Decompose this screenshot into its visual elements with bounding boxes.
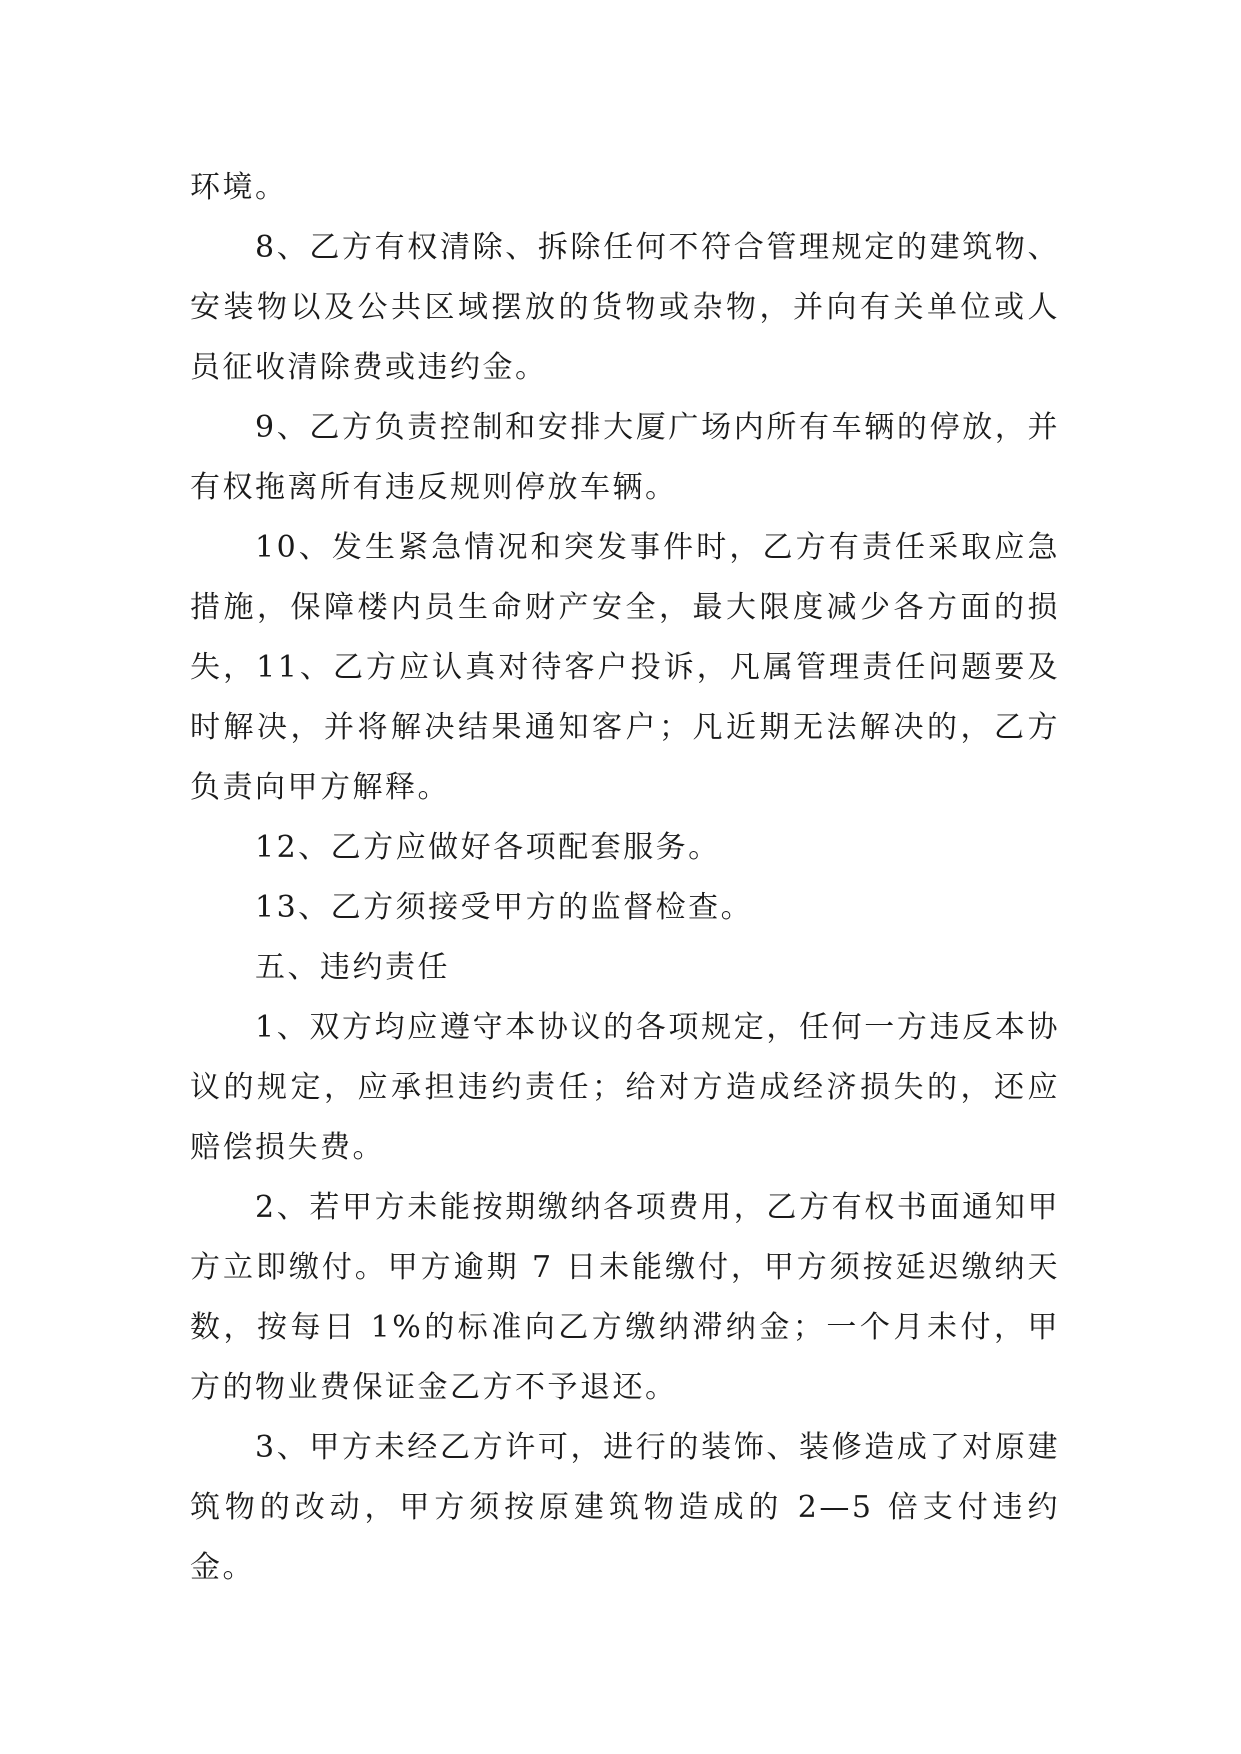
- paragraph-env: 环境。: [190, 170, 288, 205]
- paragraph-clause-12: 12、乙方应做好各项配套服务。: [255, 830, 721, 865]
- paragraph-breach-1: 1、双方均应遵守本协议的各项规定，任何一方违反本协议的规定，应承担违约责任；给对方造成经济损失的，还应赔偿损失费。: [190, 1010, 1060, 1165]
- paragraph-breach-3: 3、甲方未经乙方许可，进行的装饰、装修造成了对原建筑物的改动，甲方须按原建筑物造成的 2—5 倍支付违约金。: [190, 1430, 1060, 1585]
- paragraph-clause-10-11: 10、发生紧急情况和突发事件时，乙方有责任采取应急措施，保障楼内员生命财产安全，最大限度减少各方面的损失，11、乙方应认真对待客户投诉，凡属管理责任问题要及时解决，并将解决结果通知客户；凡近期无法解决的，乙方负责向甲方解释。: [190, 530, 1060, 805]
- paragraph-clause-8: 8、乙方有权清除、拆除任何不符合管理规定的建筑物、安装物以及公共区域摆放的货物或杂物，并向有关单位或人员征收清除费或违约金。: [190, 230, 1060, 385]
- paragraph-clause-9: 9、乙方负责控制和安排大厦广场内所有车辆的停放，并有权拖离所有违反规则停放车辆。: [190, 410, 1060, 505]
- paragraph-clause-13: 13、乙方须接受甲方的监督检查。: [255, 890, 754, 925]
- section-heading-breach: 五、违约责任: [255, 950, 450, 985]
- paragraph-breach-2: 2、若甲方未能按期缴纳各项费用，乙方有权书面通知甲方立即缴付。甲方逾期 7 日未能缴付，甲方须按延迟缴纳天数，按每日 1%的标准向乙方缴纳滞纳金；一个月未付，甲方的物业费保证金乙方不予退还。: [190, 1190, 1060, 1405]
- document-body: [190, 158, 1060, 1598]
